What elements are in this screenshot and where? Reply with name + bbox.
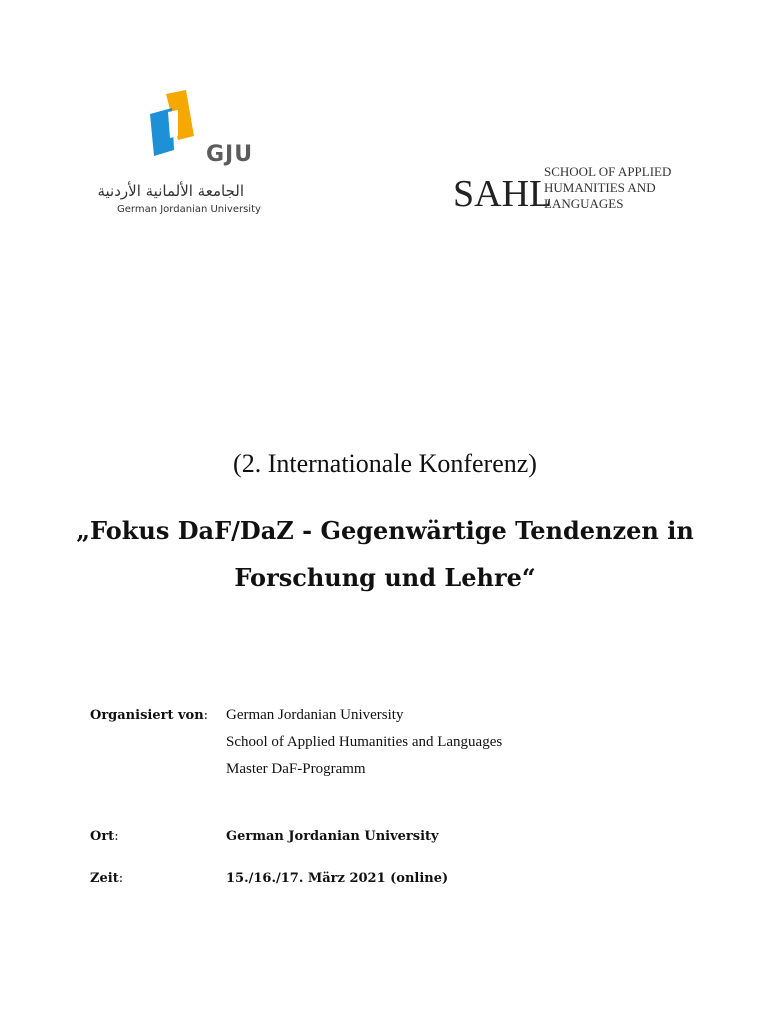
location-value: German Jordanian University bbox=[226, 829, 439, 844]
sahl-line-3: LANGUAGES bbox=[544, 196, 624, 211]
gju-arabic-name: الجامعة الألمانية الأردنية bbox=[97, 182, 244, 200]
time-label: Zeit: bbox=[90, 871, 124, 886]
gju-logo bbox=[86, 88, 261, 223]
conference-title-line-1: „Fokus DaF/DaZ - Gegenwärtige Tendenzen in bbox=[76, 516, 694, 545]
sahl-logo bbox=[453, 164, 672, 216]
organized-by-label: Organisiert von: bbox=[90, 708, 209, 723]
conference-title-line-2: Forschung und Lehre“ bbox=[234, 563, 536, 592]
organizer-item: Master DaF-Programm bbox=[226, 761, 366, 777]
sahl-acronym: SAHL bbox=[453, 173, 553, 215]
gju-wordmark: GJU bbox=[206, 142, 254, 167]
sahl-line-2: HUMANITIES AND bbox=[544, 180, 656, 195]
sahl-school-name bbox=[544, 164, 671, 212]
location-label: Ort: bbox=[90, 829, 119, 844]
gju-english-name: German Jordanian University bbox=[117, 204, 261, 215]
organizer-item: German Jordanian University bbox=[226, 707, 404, 723]
conference-subtitle: (2. Internationale Konferenz) bbox=[233, 449, 537, 478]
organizer-item: School of Applied Humanities and Languages bbox=[226, 734, 503, 750]
sahl-line-1: SCHOOL OF APPLIED bbox=[544, 164, 672, 179]
time-value: 15./16./17. März 2021 (online) bbox=[226, 871, 449, 886]
gju-logo-mark-icon bbox=[148, 88, 208, 160]
